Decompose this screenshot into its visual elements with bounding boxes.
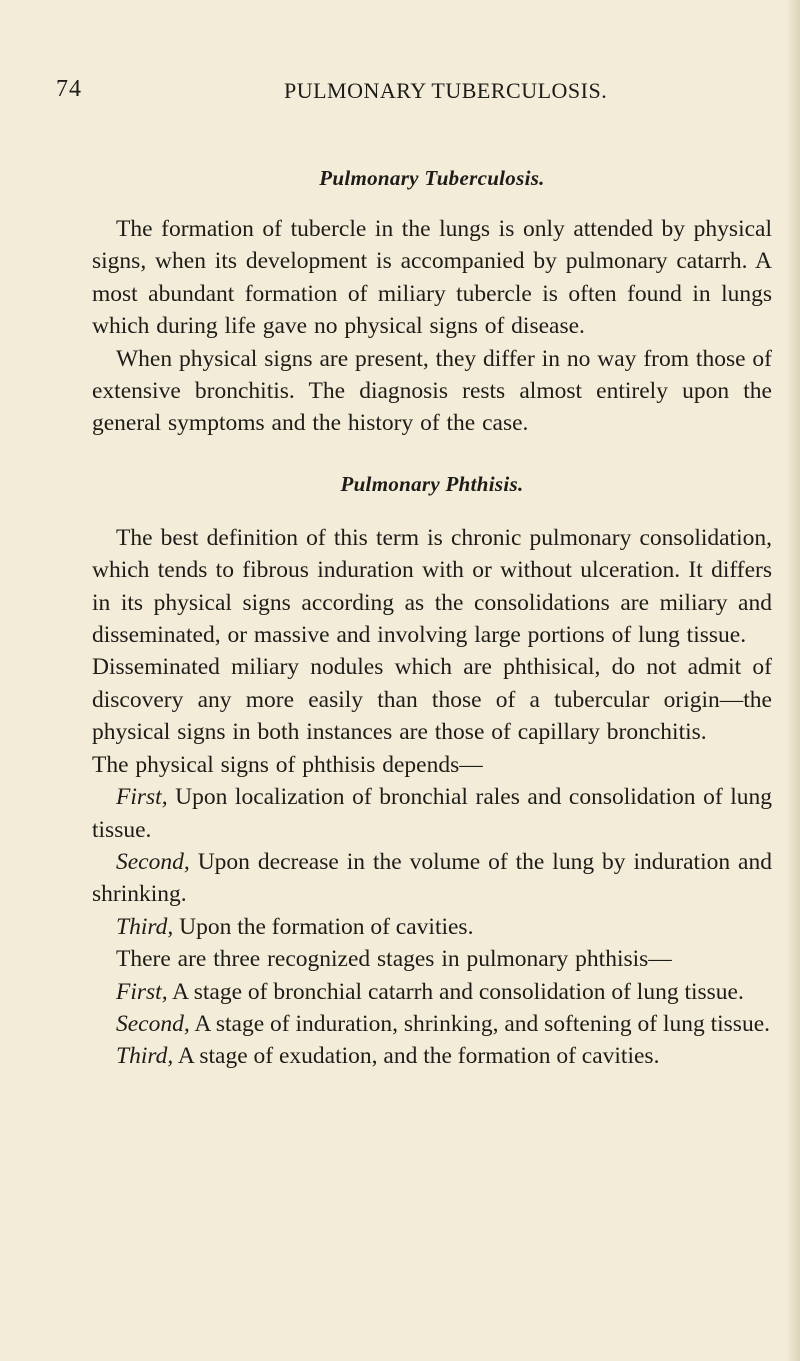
paragraph-tubercle-formation: The formation of tubercle in the lungs is only attended by physical signs, when its development is accompanied by pulmonary catarrh. A most abundant formation of miliary tubercle is often found in lungs which during life gave no physical signs of disease. [92, 216, 772, 340]
stage-item-second [92, 1008, 772, 1040]
item-label: Second, [116, 1010, 190, 1037]
page-edge-shadow [786, 0, 800, 1361]
page-number: 74 [56, 76, 82, 102]
paragraph-definition: The best definition of this term is chronic pulmonary consolidation, which tends to fibrous induration with or without ulceration. It differs in its physical signs according as the consolidations are miliary and disseminated, or massive and involving large portions of lung tissue. [92, 524, 772, 649]
paragraph-signs-intro: The physical signs of phthisis depends— [92, 751, 483, 778]
sign-item-second [92, 846, 772, 911]
section-heading-phthisis: Pulmonary Phthisis. [340, 471, 524, 496]
stage-item-third [92, 1040, 772, 1072]
item-text: Upon the formation of cavities. [173, 913, 474, 940]
item-label: Third, [116, 1043, 174, 1070]
item-label: First, [116, 784, 168, 811]
item-label: First, [116, 978, 168, 1005]
paragraph-physical-signs-present: When physical signs are present, they differ in no way from those of extensive bronchitis. The diagnosis rests almost entirely upon the general symptoms and the history of the case. [92, 345, 772, 437]
page-body [92, 162, 772, 1073]
running-head [0, 76, 800, 116]
sign-item-third [92, 911, 772, 943]
sign-item-first [92, 781, 772, 846]
item-text: Upon decrease in the volume of the lung by induration and shrinking. [92, 848, 772, 908]
item-text: Upon localization of bronchial rales and consolidation of lung tissue. [92, 784, 772, 843]
paragraph-stages-intro: There are three recognized stages in pulmonary phthisis— [116, 946, 672, 973]
running-title: PULMONARY TUBERCULOSIS. [284, 78, 608, 103]
stage-item-first [92, 976, 772, 1008]
item-text: A stage of exudation, and the formation of cavities. [173, 1043, 660, 1070]
item-text: A stage of induration, shrinking, and softening of lung tissue. [189, 1010, 771, 1037]
paragraph-disseminated-nodules: Disseminated miliary nodules which are phthisical, do not admit of discovery any more easily than those of a tubercular origin—the physical signs in both instances are those of capillary bronchitis. [92, 654, 772, 746]
section-heading-tuberculosis: Pulmonary Tuberculosis. [319, 166, 545, 190]
item-label: Second, [116, 848, 190, 875]
item-text: A stage of bronchial catarrh and consolidation of lung tissue. [167, 978, 744, 1005]
item-label: Third, [116, 913, 174, 940]
